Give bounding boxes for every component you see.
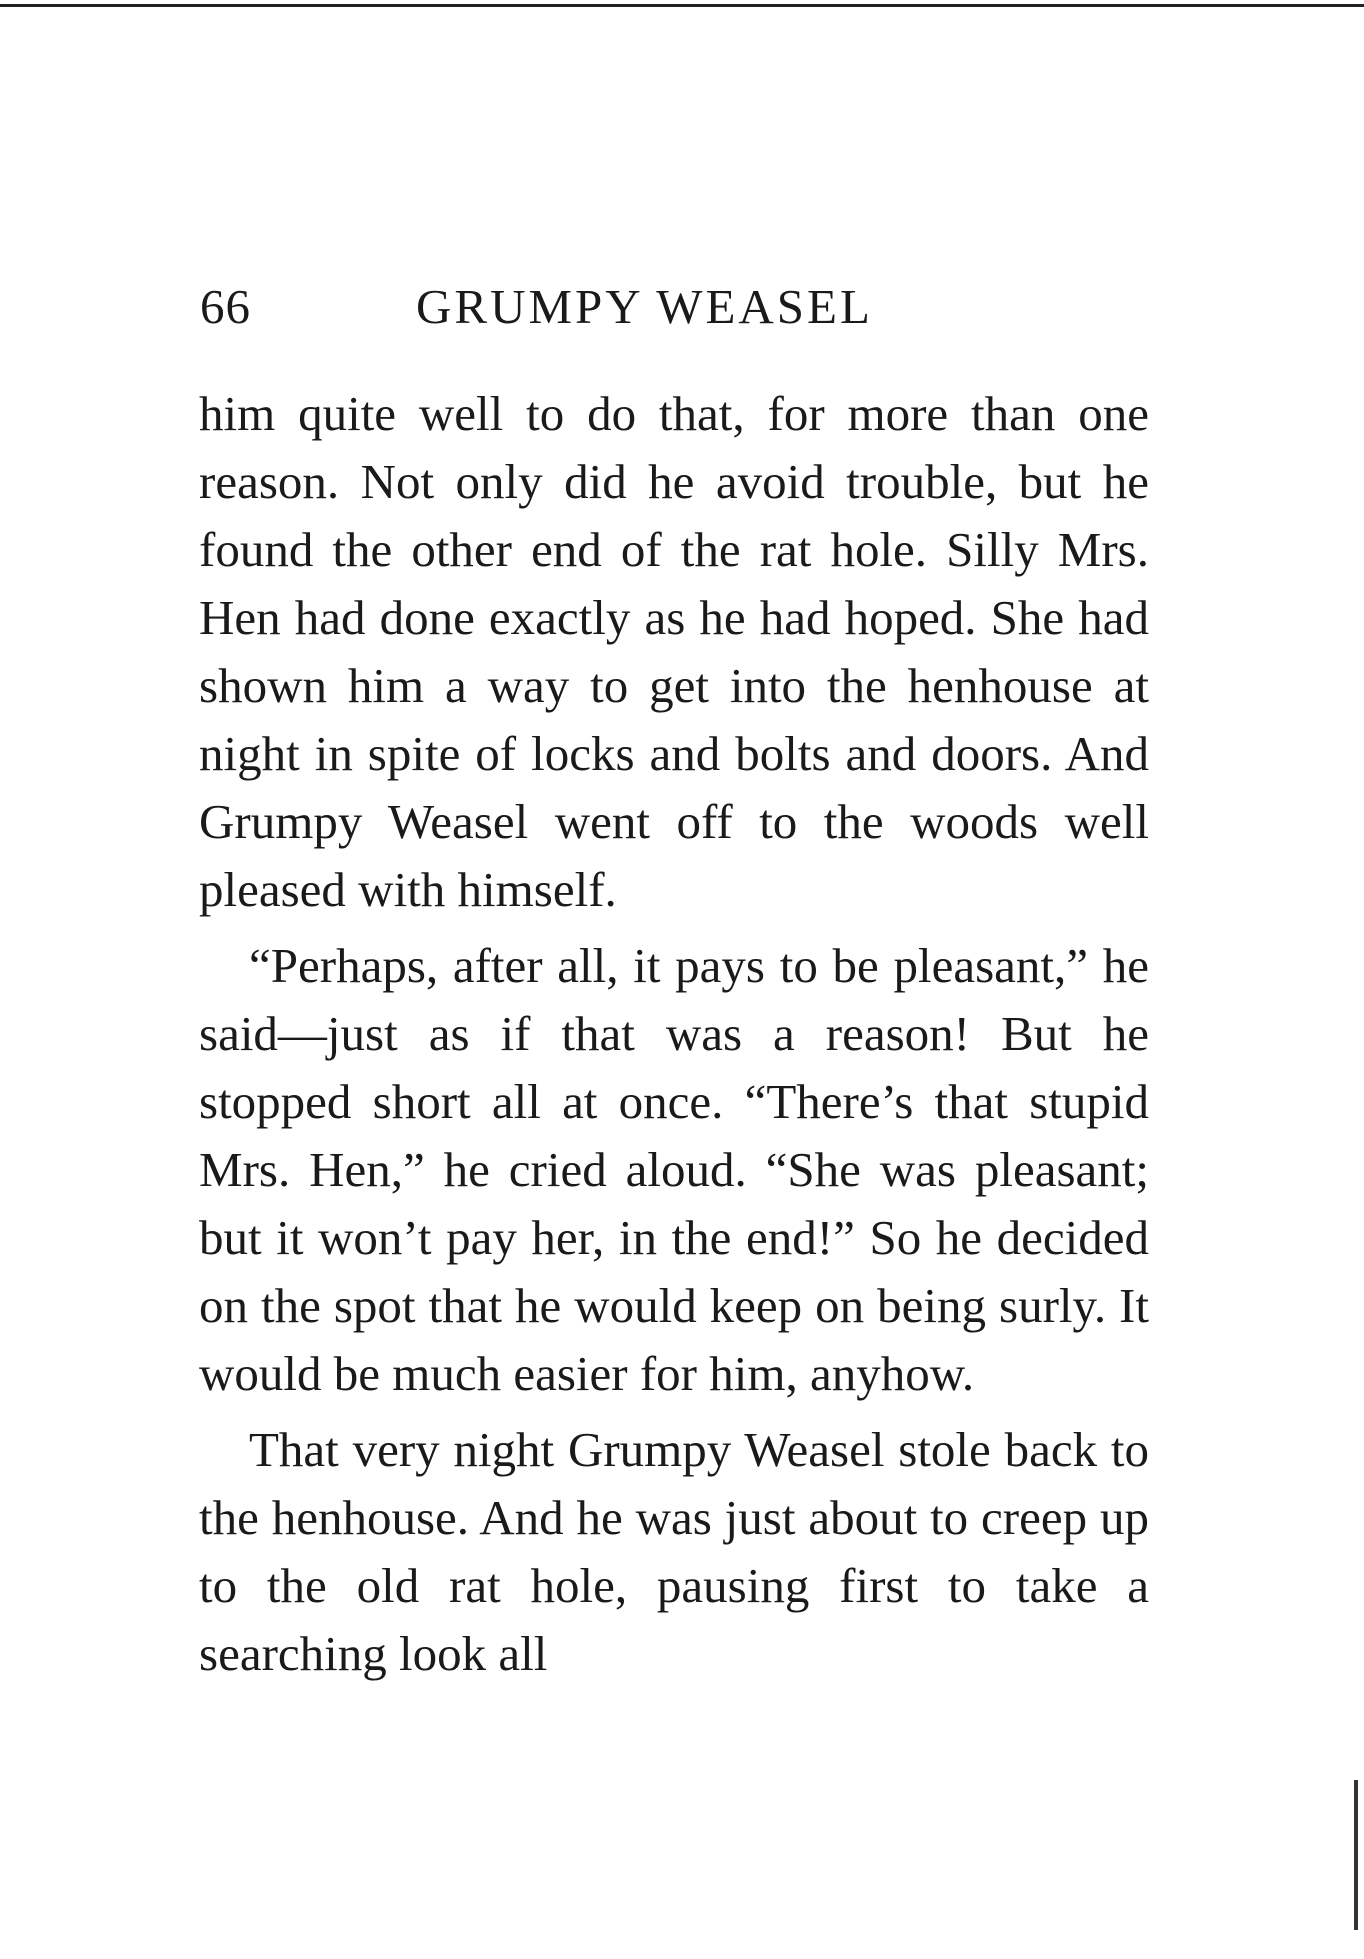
top-border-rule	[0, 4, 1364, 7]
paragraph-1: him quite well to do that, for more than one reason. Not only did he avoid trouble, but he found the other end of the rat hole. Silly Mrs. Hen had done exactly as he had hoped. She had shown him a way to get into the henhouse at night in spite of locks and bolts and doors. And Grumpy Weasel went off to the woods well pleased with himself.	[199, 386, 1149, 917]
page-number: 66	[200, 279, 251, 334]
paragraph-3: That very night Grumpy Weasel stole back to the henhouse. And he was just about to creep up to the old rat hole, pausing first to take a searching look all	[199, 1422, 1149, 1681]
page-body	[199, 380, 1149, 1688]
running-head: GRUMPY WEASEL	[416, 279, 873, 334]
page-header	[200, 278, 1150, 338]
paragraph-2: “Perhaps, after all, it pays to be pleasant,” he said—just as if that was a reason! But he stopped short all at once. “There’s that stupid Mrs. Hen,” he cried aloud. “She was pleasant; but it won’t pay her, in the end!” So he decided on the spot that he would keep on being surly. It would be much easier for him, anyhow.	[199, 938, 1149, 1401]
page-edge-mark	[1354, 1780, 1358, 1930]
